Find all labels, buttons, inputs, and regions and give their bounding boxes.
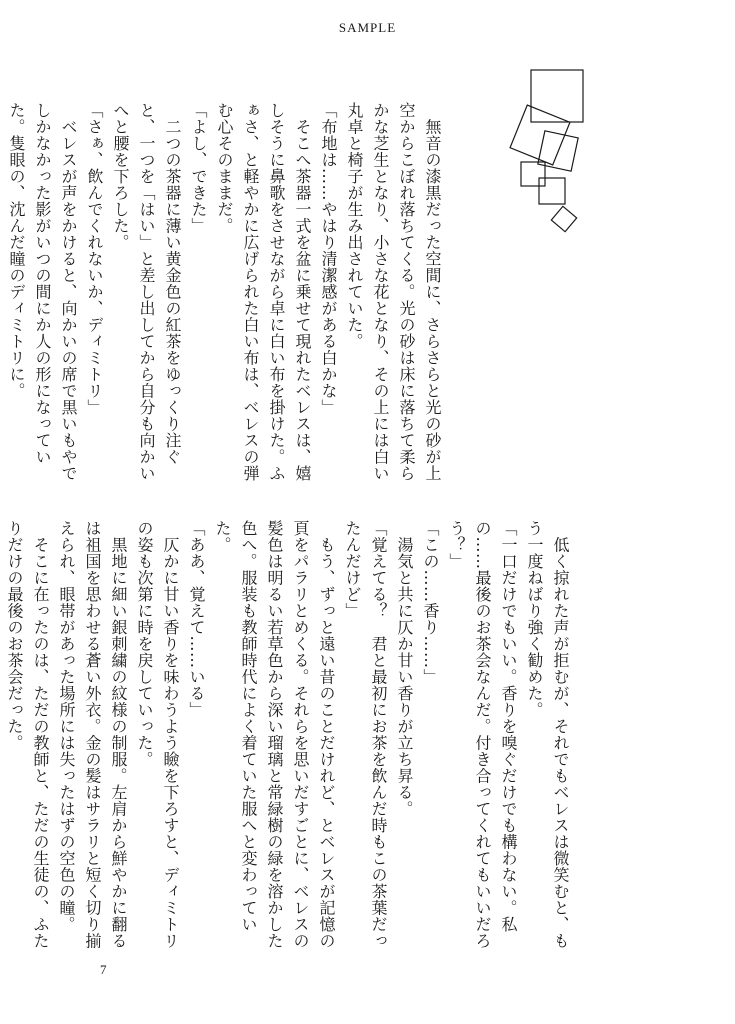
- paragraph: 黒地に細い銀刺繍の紋様の制服。左肩から鮮やかに翻るは祖国を思わせる蒼い外衣。金の髪はサラリと短く切り揃えられ、眼帯があった場所には失ったはずの空色の瞳。: [57, 520, 128, 949]
- paragraph: 「一口だけでもいい。香りを嗅ぐだけでも構わない。私の……最後のお茶会なんだ。付き合ってくれてもいいだろう？」: [447, 520, 518, 949]
- paragraph: 無音の漆黒だった空間に、さらさらと光の砂が上空からこぼれ落ちてくる。光の砂は床に落ちて柔らかな芝生となり、小さな花となり、その上には白い丸卓と椅子が生み出されていた。: [345, 102, 442, 482]
- paragraph: もう、ずっと遠い昔のことだけれど、とベレスが記憶の頁をパラリとめくる。それらを思いだすごとに、ベレスの髪色は明るい若草色から深い瑠璃と常緑樹の緑を溶かした色へ。服装も教師時代によく着ていた服へと変わっていた。: [213, 520, 336, 949]
- paragraph: [0, 102, 3, 494]
- paragraph: 「さぁ、飲んでくれないか、ディミトリ」: [85, 102, 104, 416]
- overlapping-squares-ornament: [495, 60, 595, 240]
- paragraph: 仄かに甘い香りを味わうよう瞼を下ろすと、ディミトリの姿も次第に時を戻していった。: [135, 520, 180, 949]
- text-block-bottom: [5, 520, 573, 950]
- paragraph: そこへ茶器一式を盆に乗せて現れたベレスは、嬉しそうに鼻歌をさせながら卓に白い布を掛けた。ふぁさ、と軽やかに広げられた白い布は、ベレスの弾む心そのままだ。: [215, 102, 312, 482]
- ornament-square-4: [521, 162, 545, 186]
- paragraph: 「布地は……やはり清潔感がある白かな」: [319, 102, 338, 416]
- page-number: 7: [100, 962, 107, 977]
- paragraph: 低く掠れた声が拒むが、それでもベレスは微笑むと、もう一度ねばり強く勧めた。: [525, 520, 570, 949]
- paragraph: 「ああ、覚えて……いる」: [187, 520, 206, 718]
- paragraph: 「この……香り……」: [421, 520, 440, 685]
- ornament-square-5: [539, 178, 565, 204]
- paragraph: 二つの茶器に薄い黄金色の紅茶をゆっくり注ぐと、一つを「はい」と差し出してから自分も向かいへと腰を下ろした。: [111, 102, 182, 482]
- ornament-square-1: [531, 70, 583, 122]
- paragraph: そこに在ったのは、ただの教師と、ただの生徒の、ふたりだけの最後のお茶会だった。: [5, 520, 50, 949]
- page-header: SAMPLE: [338, 20, 397, 35]
- paragraph: 「よし、できた」: [189, 102, 208, 234]
- paragraph: 湯気と共に仄か甘い香りが立ち昇る。: [395, 520, 414, 817]
- paragraph: ベレスが声をかけると、向かいの席で黒いもやでしかなかった影がいつの間にか人の形になっていた。隻眼の、沈んだ瞳のディミトリに。: [7, 102, 78, 482]
- text-block-top: [7, 102, 445, 494]
- ornament-square-6: [551, 206, 576, 231]
- paragraph: 「覚えてる？ 君と最初にお茶を飲んだ時もこの茶葉だったんだけど」: [343, 520, 388, 949]
